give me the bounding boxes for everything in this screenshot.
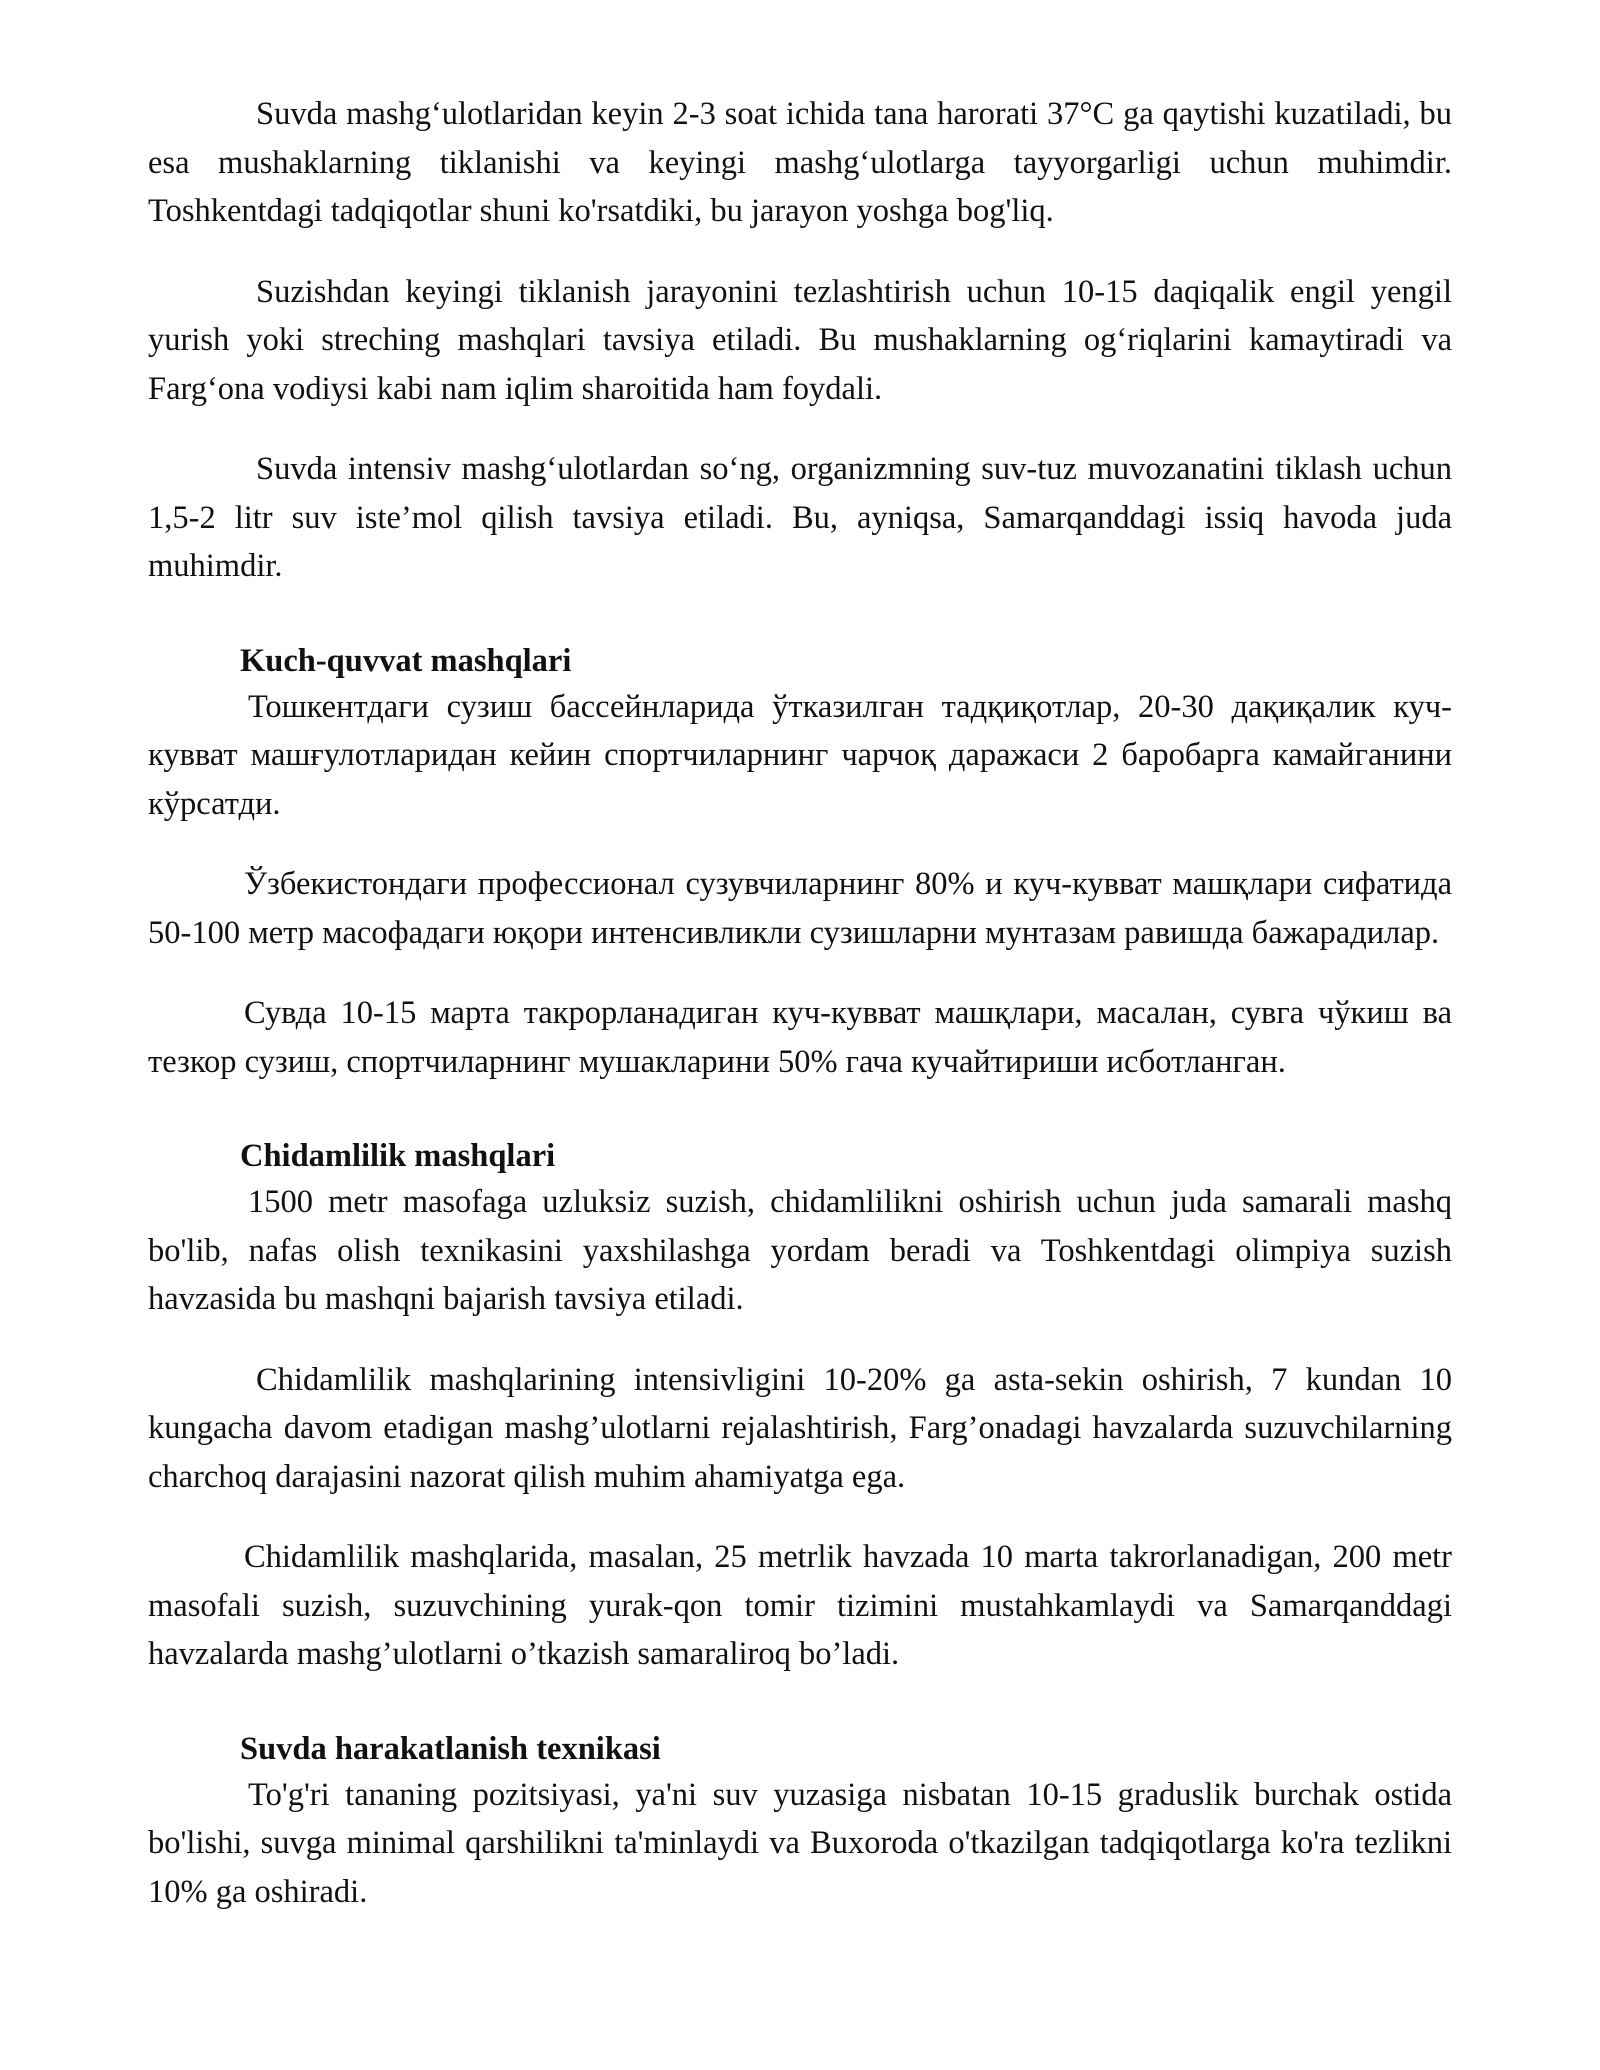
section-heading-chidamlilik: Chidamlilik mashqlari: [240, 1138, 556, 1174]
paragraph: Suzishdan keyingi tiklanish jarayonini tezlashtirish uchun 10-15 daqiqalik engil yengil yurish yoki streching mashqlari tavsiya etiladi. Bu mushaklarning og‘riqlarini kamaytiradi va Farg‘ona vodiysi kabi nam iqlim sharoitida ham foydali.: [148, 273, 1452, 407]
paragraph: Suvda intensiv mashg‘ulotlardan so‘ng, organizmning suv-tuz muvozanatini tiklash uchun 1,5-2 litr suv iste’mol qilish tavsiya etiladi. Bu, ayniqsa, Samarqanddagi issiq havoda juda muhimdir.: [148, 451, 1452, 584]
paragraph: Suvda mashg‘ulotlaridan keyin 2-3 soat ichida tana harorati 37°C ga qaytishi kuzatiladi, bu esa mushaklarning tiklanishi va keyingi mashg‘ulotlarga tayyorgarligi uchun muhimdir. Toshkentdagi tadqiqotlar shuni ko'rsatdiki, bu jarayon yoshga bog'liq.: [148, 96, 1452, 229]
paragraph: To'g'ri tananing pozitsiyasi, ya'ni suv yuzasiga nisbatan 10-15 graduslik burchak ostida bo'lishi, suvga minimal qarshilikni ta'minlaydi va Buxoroda o'tkazilgan tadqiqotlarga ko'ra tezlikni 10% ga oshiradi.: [148, 1776, 1452, 1910]
paragraph: Chidamlilik mashqlarining intensivligini 10-20% ga asta-sekin oshirish, 7 kundan 10 kungacha davom etadigan mashg’ulotlarni rejalashtirish, Farg’onadagi havzalarda suzuvchilarning charchoq darajasini nazorat qilish muhim ahamiyatga ega.: [148, 1361, 1452, 1495]
paragraph: Ўзбекистондаги профессионал сузувчиларнинг 80% и куч-кувват машқлари сифатида 50-100 метр масофадаги юқори интенсивликли сузишларни мунтазам равишда бажарадилар.: [148, 866, 1452, 951]
paragraph: Тошкентдаги сузиш бассейнларида ўтказилган тадқиқотлар, 20-30 дақиқалик куч-кувват машғулотларидан кейин спортчиларнинг чарчоқ даражаси 2 баробарга камайганини кўрсатди.: [148, 688, 1452, 822]
document-page: [148, 90, 1452, 1948]
paragraph: 1500 metr masofaga uzluksiz suzish, chidamlilikni oshirish uchun juda samarali mashq bo'lib, nafas olish texnikasini yaxshilashga yordam beradi va Toshkentdagi olimpiya suzish havzasida bu mashqni bajarish tavsiya etiladi.: [148, 1184, 1452, 1317]
section-heading-harakatlanish-texnikasi: Suvda harakatlanish texnikasi: [240, 1730, 661, 1767]
paragraph: Сувда 10-15 марта такрорланадиган куч-кувват машқлари, масалан, сувга чўкиш ва тезкор сузиш, спортчиларнинг мушакларини 50% гача кучайтириши исботланган.: [148, 995, 1452, 1080]
paragraph: Chidamlilik mashqlarida, masalan, 25 metrlik havzada 10 marta takrorlanadigan, 200 metr masofali suzish, suzuvchining yurak-qon tomir tizimini mustahkamlaydi va Samarqanddagi havzalarda mashg’ulotlarni o’tkazish samaraliroq bo’ladi.: [148, 1539, 1452, 1672]
section-heading-kuch-quvvat: Kuch-quvvat mashqlari: [240, 642, 572, 679]
